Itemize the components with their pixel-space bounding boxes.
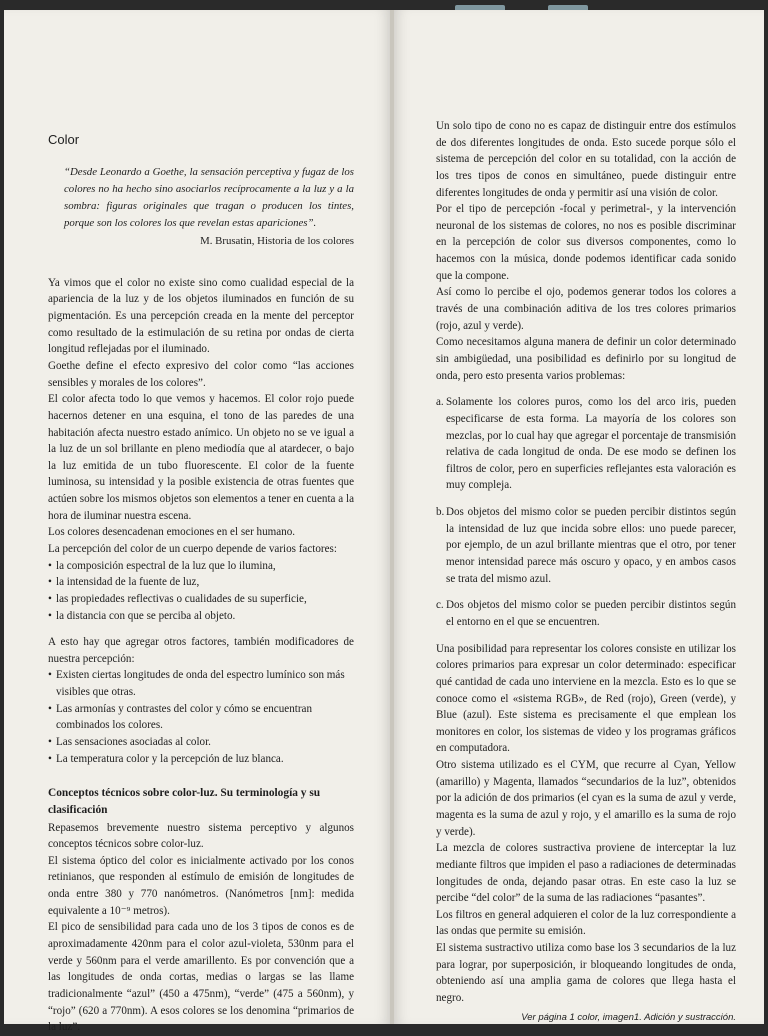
problem-item-c (436, 597, 736, 630)
problem-item-a (436, 394, 736, 494)
paragraph: Un solo tipo de cono no es capaz de distinguir entre dos estímulos de dos diferentes longitudes de onda. Esto sucede porque sólo el sistema de percepción del color en su totalidad, con la acción de los tres tipos de conos en simultáneo, puede distinguir entre diferentes longitudes de onda y permitir así una visión de color. (436, 120, 736, 199)
paragraph: Otro sistema utilizado es el CYM, que recurre al Cyan, Yellow (amarillo) y Magenta, llamados “secundarios de la luz”, obtenidos por la adición de dos primarios (el cyan es la suma de azul y verde, magenta es la suma de azul y rojo, y el amarillo es la suma de rojo y verde). (436, 759, 736, 838)
paragraph: Por el tipo de percepción -focal y perimetral-, y la intervención neuronal de los sistemas de colores, no nos es posible discriminar en la percepción de color sus diversos componentes, como lo hacemos con la música, donde podemos identificar cada sonido que la compone. (436, 203, 736, 282)
section-label: Color (48, 132, 80, 147)
left-page-content (48, 130, 354, 1036)
paragraph: Como necesitamos alguna manera de definir un color determinado sin ambigüedad, una posibilidad es definirlo por su longitud de onda, pero esto presenta varios problemas: (436, 336, 736, 382)
list-item: • la intensidad de la fuente de luz, (48, 574, 354, 591)
item-label: c. (436, 599, 444, 612)
paragraph: El sistema sustractivo utiliza como base los 3 secundarios de la luz para lograr, por superposición, ir bloqueando longitudes de onda, obteniendo así una amplia gama de colores que llega hasta el negro. (436, 942, 736, 1005)
figure-reference-caption: Ver página 1 color, imagen1. Adición y sustracción. (521, 1011, 736, 1023)
paragraph: Goethe define el efecto expresivo del color como “las acciones sensibles y morales de los colores”. (48, 359, 354, 389)
paragraph: La mezcla de colores sustractiva proviene de interceptar la luz mediante filtros que impiden el paso a radiaciones de determinadas longitudes de onda, dejando pasar otras. En este caso la luz se percibe “del color” de la suma de las radiaciones “pasantes”. (436, 842, 736, 905)
list-item: • Existen ciertas longitudes de onda del espectro lumínico son más visibles que otras. (48, 667, 354, 700)
problem-item-b (436, 504, 736, 587)
section-heading: Conceptos técnicos sobre color-luz. Su terminología y su clasificación (48, 787, 321, 817)
left-page (4, 10, 390, 1034)
paragraph: Los colores desencadenan emociones en el ser humano. (48, 526, 296, 539)
paragraph: Repasemos brevemente nuestro sistema perceptivo y algunos conceptos técnicos sobre color-luz. (48, 821, 354, 851)
item-text: Solamente los colores puros, como los del arco iris, pueden especificarse de esta forma. La mayoría de los colores son mezclas, por lo cual hay que agregar el porcentaje de transmisión relativa de cada longitud de onda. De ese modo se definen los filtros de color, pero en superficies reflejantes esta valoración es muy compleja. (446, 396, 736, 492)
list-item: • Las sensaciones asociadas al color. (48, 734, 354, 751)
epigraph-quote: “Desde Leonardo a Goethe, la sensación perceptiva y fugaz de los colores no ha hecho sino asociarlos recíprocamente a la luz y a la sombra: figuras originales que tragan o producen los tintes, porque son los colores los que revelan estas apariciones”. (64, 165, 354, 230)
list-item: • la distancia con que se perciba al objeto. (48, 608, 354, 625)
item-label: a. (436, 396, 444, 409)
epigraph-source: M. Brusatin, Historia de los colores (200, 234, 354, 247)
right-page (394, 10, 764, 1024)
paragraph: La percepción del color de un cuerpo depende de varios factores: (48, 543, 337, 555)
paragraph: El pico de sensibilidad para cada uno de los 3 tipos de conos es de aproximadamente 420nm para el color azul-violeta, 530nm para el verde y 560nm para el verde amarillento. Es por convención que a las longitudes de onda cortas, medias o largas se las llame tradicionalmente “azul” (450 a 475nm), “verde” (475 a 560nm), y “rojo” (620 a 770nm). A esos colores se los denomina “primarios de la luz”. (48, 921, 354, 1034)
paragraph: Los filtros en general adquieren el color de la luz correspondiente a las ondas que permite su emisión. (436, 908, 736, 938)
paragraph: Así como lo percibe el ojo, podemos generar todos los colores a través de una combinación aditiva de los tres colores primarios (rojo, azul y verde). (436, 286, 736, 332)
item-text: Dos objetos del mismo color se pueden percibir distintos según el entorno en el que se encuentren. (446, 599, 736, 628)
list-item: • las propiedades reflectivas o cualidades de su superficie, (48, 591, 354, 608)
paragraph: Una posibilidad para representar los colores consiste en utilizar los colores primarios para expresar un color determinado: especificar qué cantidad de cada uno interviene en la mezcla. Esto es lo que se conoce como el «sistema RGB», de Red (rojo), Green (verde), y Blue (azul). Este sistema es precisamente el que emplean los monitores en color, los sistemas de video y los programas gráficos en computadora. (436, 642, 736, 755)
item-label: b. (436, 506, 445, 519)
paragraph: A esto hay que agregar otros factores, también modificadores de nuestra percepción: (48, 636, 354, 665)
list-item: • La temperatura color y la percepción de luz blanca. (48, 751, 354, 768)
other-factors-list (48, 667, 354, 767)
paragraph: El sistema óptico del color es inicialmente activado por los conos retinianos, que responden al estímulo de emisión de longitudes de onda entre 380 y 770 nanómetros. (Nanómetros [nm]: medida equivalente a 10⁻⁹ metros). (48, 854, 354, 917)
paragraph: Ya vimos que el color no existe sino como cualidad especial de la apariencia de la luz y de los objetos iluminados en función de su pigmentación. Es una percepción creada en la mente del perceptor como resultado de la estimulación de su retina por ondas de cierta longitud reflejadas por el iluminado. (48, 276, 354, 356)
paragraph: El color afecta todo lo que vemos y hacemos. El color rojo puede hacernos detener en una esquina, el tono de las paredes de una habitación afecta nuestro estado anímico. Un objeto no se ve igual a la luz de un sol brillante en pleno mediodía que al atardecer, o bajo la luz emitida de un tubo fluorescente. El color de la fuente luminosa, su intensidad y la posible existencia de otras fuentes que actúen sobre los mismos objetos son elementos a tener en cuenta a la hora de iluminar nuestra escena. (48, 393, 354, 522)
list-item: • la composición espectral de la luz que lo ilumina, (48, 558, 354, 575)
item-text: Dos objetos del mismo color se pueden percibir distintos según la intensidad de luz que incida sobre ellos: uno puede parecer, por ejemplo, de un azul brillante mientras que el otro, por tener menor intensidad parece más oscuro y opaco, y en ambos casos se trata del mismo azul. (446, 506, 736, 585)
right-page-content (436, 118, 736, 1034)
factors-list (48, 558, 354, 625)
list-item: • Las armonías y contrastes del color y cómo se encuentran combinados los colores. (48, 701, 354, 734)
